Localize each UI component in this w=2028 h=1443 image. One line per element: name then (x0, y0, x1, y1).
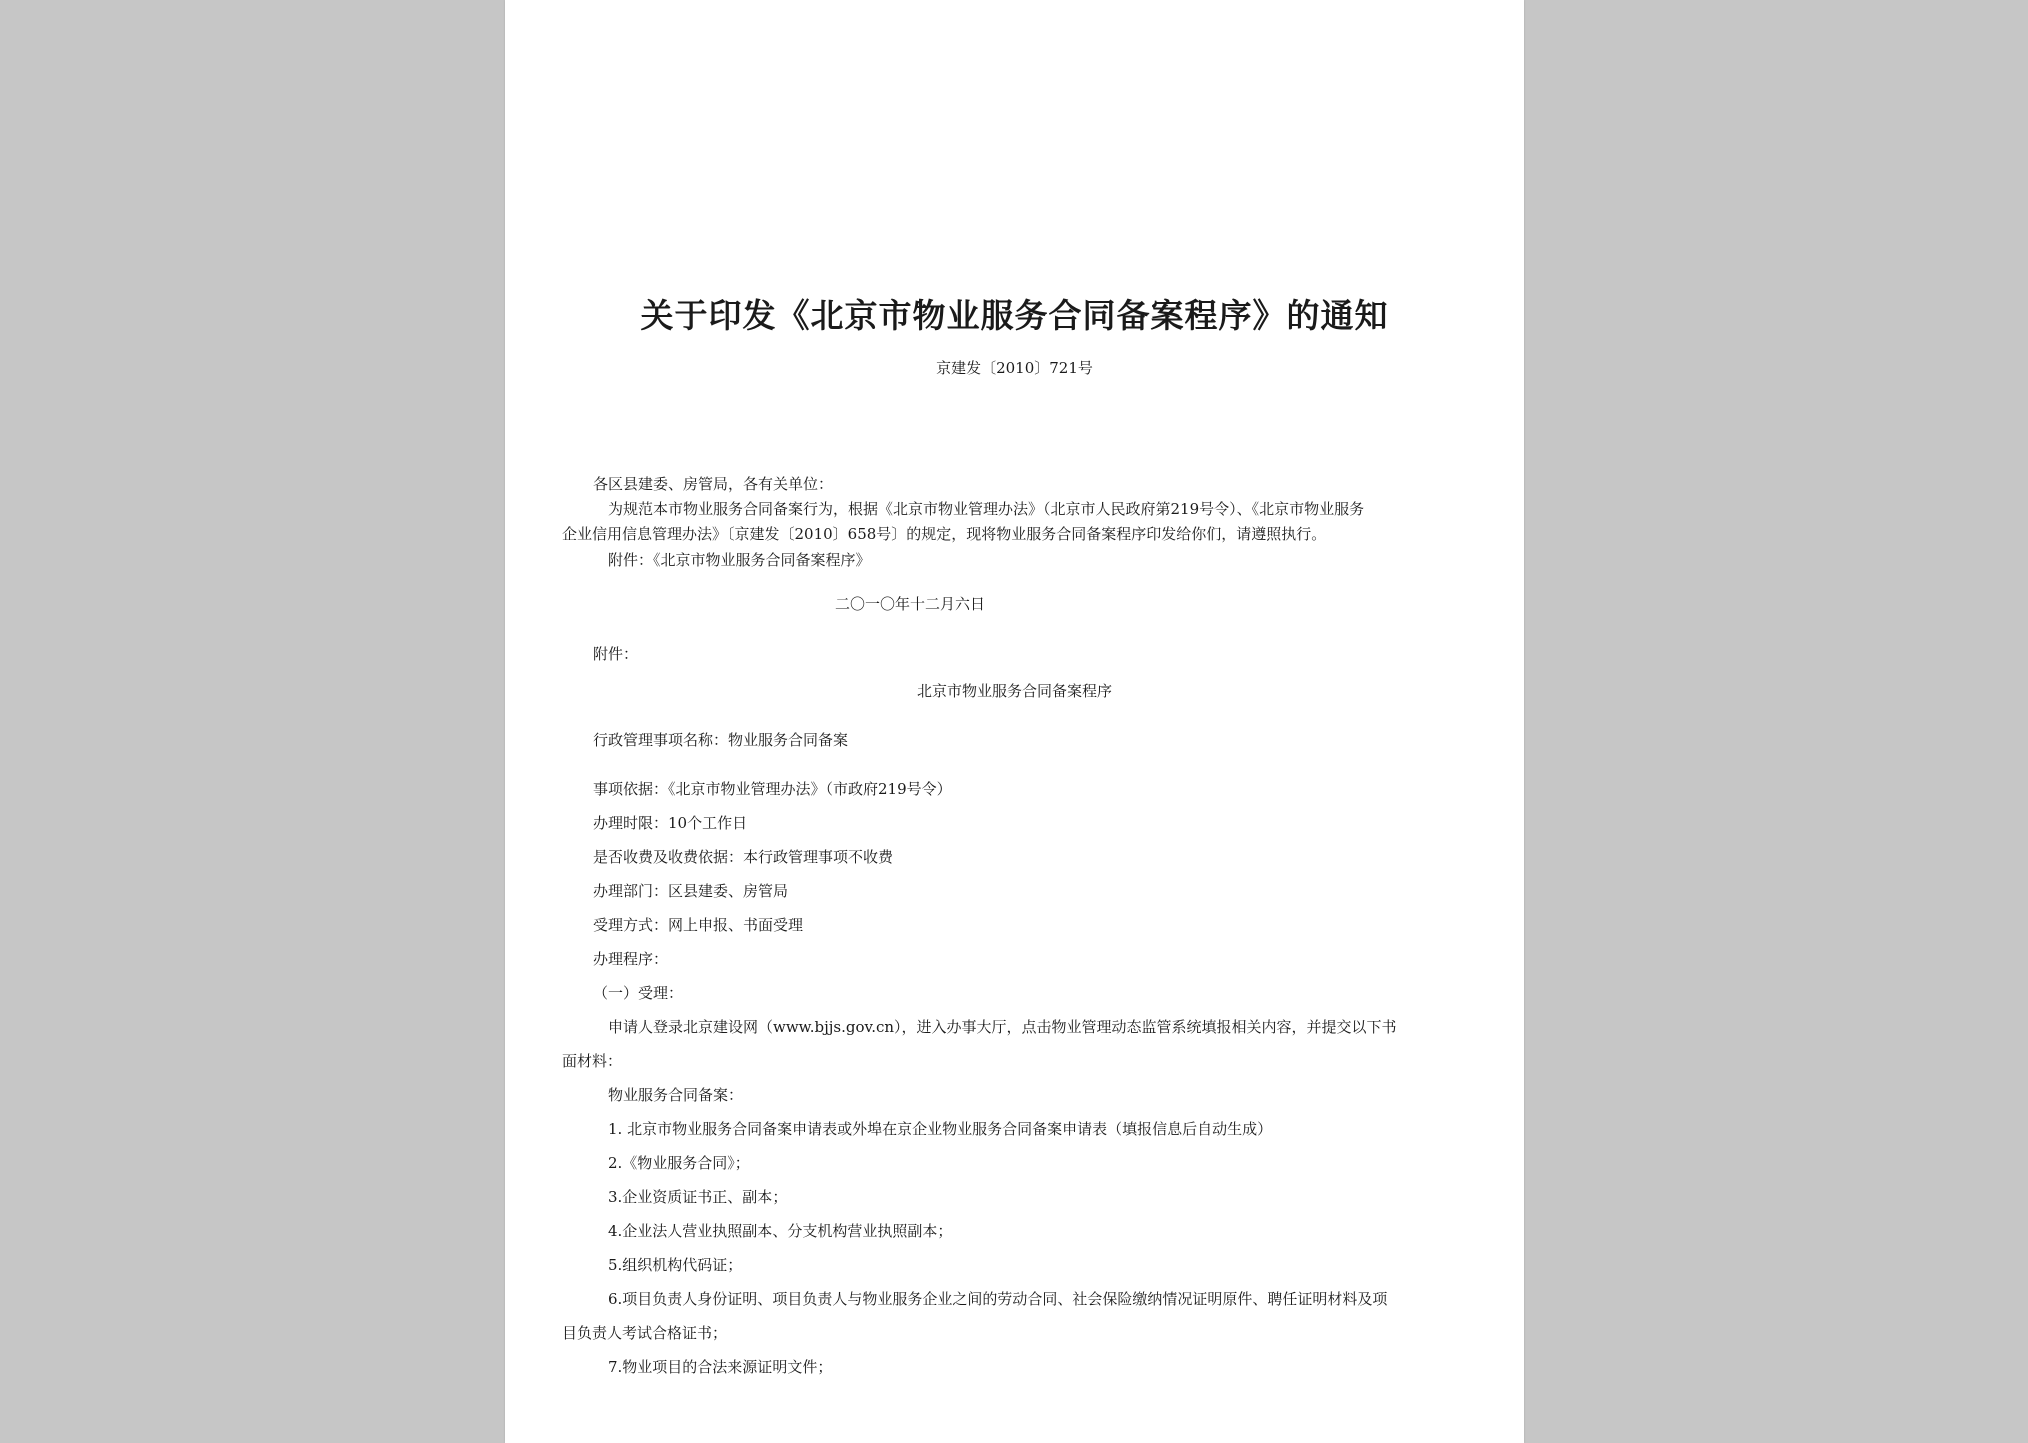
basis: 事项依据：《北京市物业管理办法》（市政府219号令） (593, 780, 952, 798)
document-title: 关于印发《北京市物业服务合同备案程序》的通知 (640, 296, 1389, 335)
intro-line-1: 为规范本市物业服务合同备案行为，根据《北京市物业管理办法》（北京市人民政府第219号令）、《北京市物业服务 (608, 500, 1365, 518)
item-name: 行政管理事项名称：物业服务合同备案 (593, 731, 849, 749)
salutation: 各区县建委、房管局，各有关单位： (593, 475, 834, 493)
list-item: 5.组织机构代码证； (608, 1256, 743, 1274)
procedure-heading: 办理程序： (593, 950, 669, 968)
item-6-line-2: 目负责人考试合格证书； (562, 1324, 728, 1342)
department: 办理部门：区县建委、房管局 (593, 882, 789, 900)
intro-line-2: 企业信用信息管理办法》〔京建发〔2010〕658号〕的规定，现将物业服务合同备案程序印发给你们，请遵照执行。 (562, 525, 1327, 543)
attachment-label: 附件： (593, 645, 639, 663)
document-page (505, 0, 1524, 1443)
apply-line-2: 面材料： (562, 1052, 623, 1070)
apply-line-1: 申请人登录北京建设网（www.bjjs.gov.cn），进入办事大厅，点击物业管理动态监管系统填报相关内容，并提交以下书 (608, 1018, 1397, 1036)
list-item: 3.企业资质证书正、副本； (608, 1188, 788, 1206)
step-1-heading: （一）受理： (593, 984, 684, 1002)
method: 受理方式：网上申报、书面受理 (593, 916, 804, 934)
issue-date: 二〇一〇年十二月六日 (835, 595, 986, 613)
fees: 是否收费及收费依据：本行政管理事项不收费 (593, 848, 894, 866)
list-item: 1. 北京市物业服务合同备案申请表或外埠在京企业物业服务合同备案申请表（填报信息后自动生成） (608, 1120, 1273, 1138)
list-item: 2.《物业服务合同》； (608, 1154, 750, 1172)
document-number: 京建发〔2010〕721号 (936, 359, 1093, 377)
filing-heading: 物业服务合同备案： (608, 1086, 744, 1104)
item-6-line-1: 6.项目负责人身份证明、项目负责人与物业服务企业之间的劳动合同、社会保险缴纳情况证明原件、聘任证明材料及项 (608, 1290, 1388, 1308)
attachment-title: 北京市物业服务合同备案程序 (916, 682, 1112, 700)
attachment-reference: 附件：《北京市物业服务合同备案程序》 (608, 551, 871, 569)
list-item: 4.企业法人营业执照副本、分支机构营业执照副本； (608, 1222, 953, 1240)
item-7: 7.物业项目的合法来源证明文件； (608, 1358, 833, 1376)
time-limit: 办理时限：10个工作日 (593, 814, 748, 832)
